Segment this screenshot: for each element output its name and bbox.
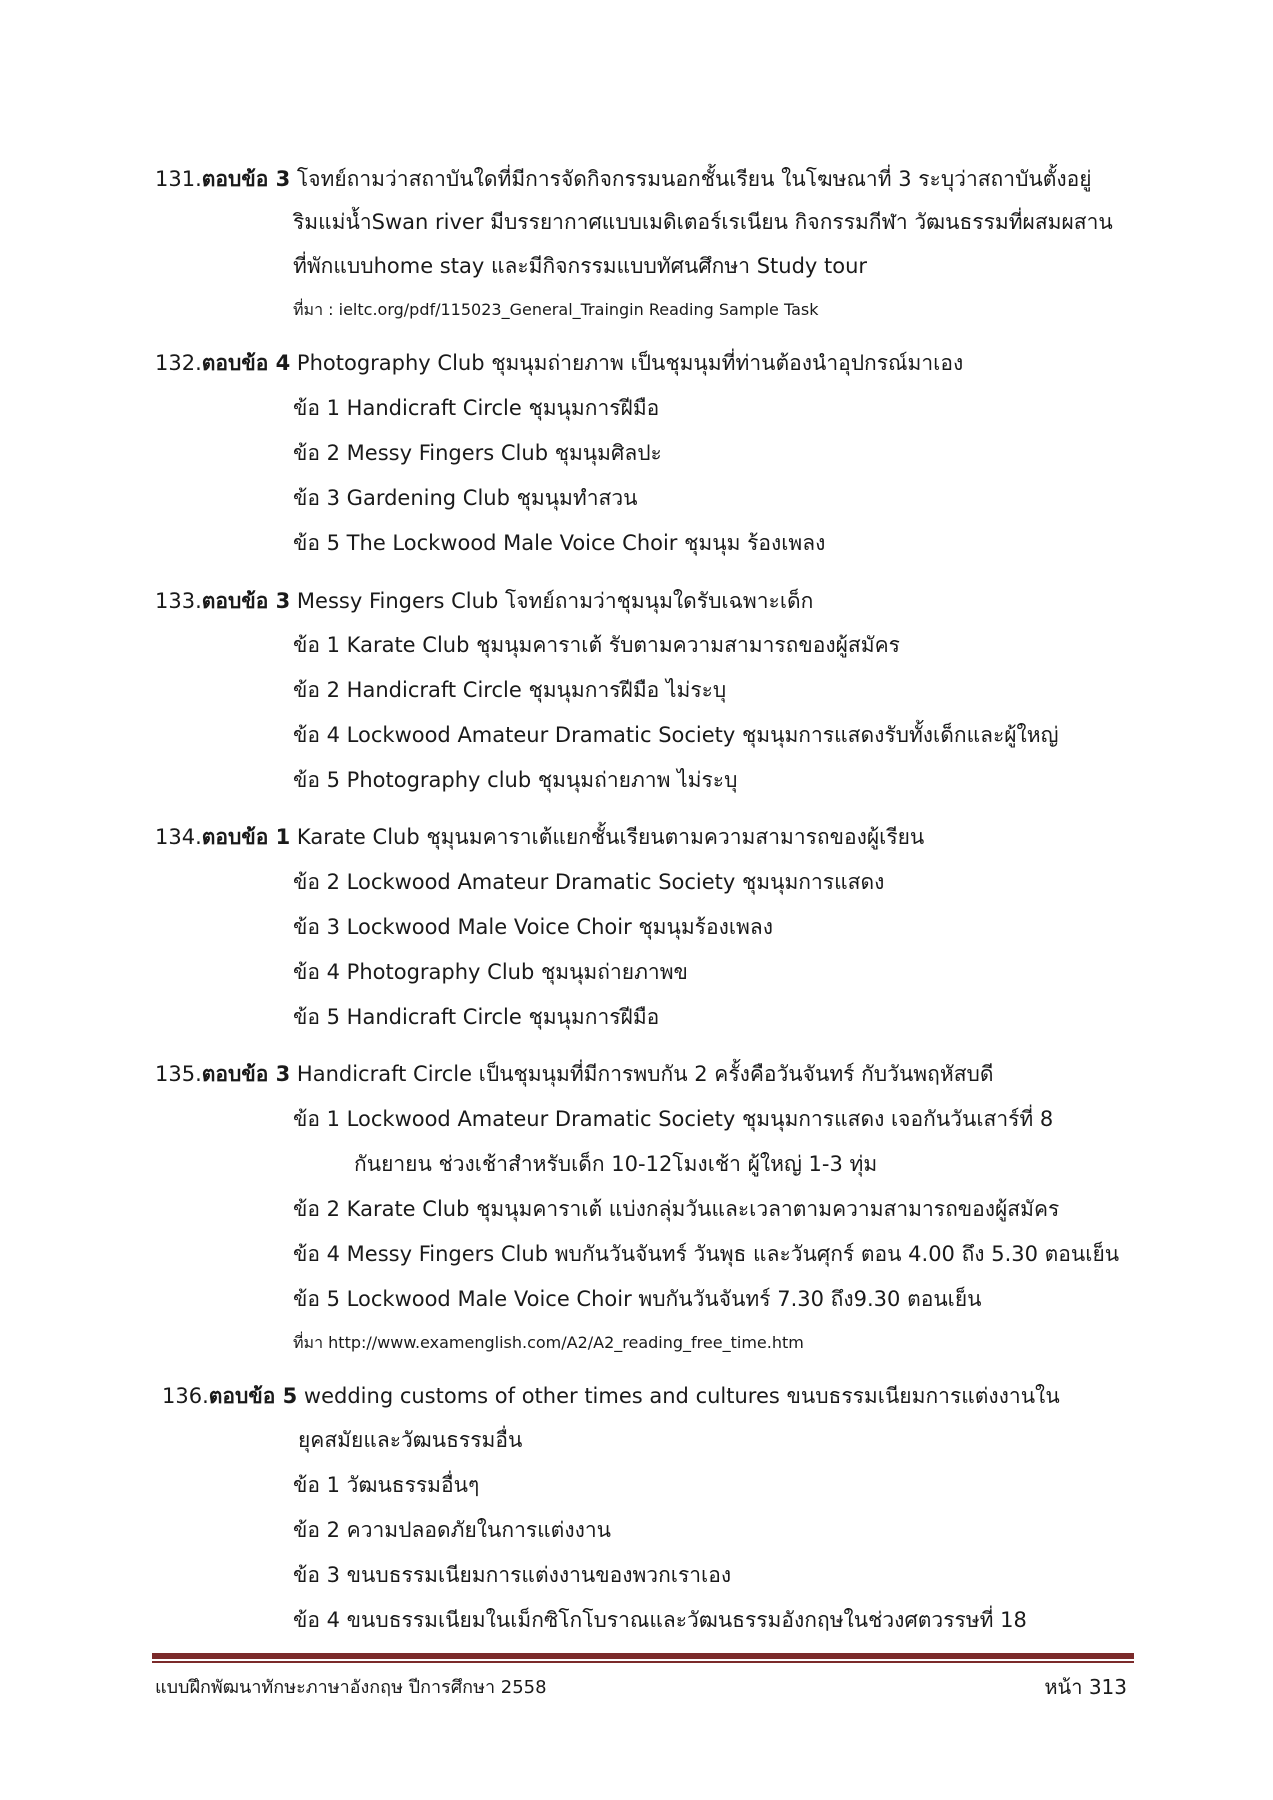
q135-answer: ตอบข้อ 3 — [201, 1062, 291, 1086]
q135-option-continuation: กันยายน ช่วงเช้าสำหรับเด็ก 10-12โมงเช้า ผู้ใหญ่ 1-3 ทุ่ม — [354, 1152, 878, 1176]
q136-text: wedding customs of other times and cultures ขนบธรรมเนียมการแต่งงานใน — [297, 1384, 1060, 1408]
q133-answer: ตอบข้อ 3 — [201, 589, 291, 613]
q136-answer: ตอบข้อ 5 — [208, 1384, 298, 1408]
q131-source: ที่มา : ieltc.org/pdf/115023_General_Traingin Reading Sample Task — [293, 300, 819, 319]
q135-heading — [155, 1060, 994, 1088]
q134-text: Karate Club ชุมุนมคาราเต้แยกชั้นเรียนตามความสามารถของผู้เรียน — [290, 825, 925, 849]
q135-option: ข้อ 4 Messy Fingers Club พบกันวันจันทร์ วันพุธ และวันศุกร์ ตอน 4.00 ถึง 5.30 ตอนเย็น — [293, 1242, 1120, 1266]
q133-option: ข้อ 5 Photography club ชุมนุมถ่ายภาพ ไม่ระบุ — [293, 768, 738, 792]
footer-title: แบบฝึกพัฒนาทักษะภาษาอังกฤษ ปีการศึกษา 2558 — [155, 1677, 547, 1698]
q136-continuation: ยุคสมัยและวัฒนธรรมอื่น — [298, 1428, 523, 1452]
q133-option: ข้อ 1 Karate Club ชุมนุมคาราเต้ รับตามความสามารถของผู้สมัคร — [293, 633, 900, 657]
q132-option: ข้อ 3 Gardening Club ชุมนุมทำสวน — [293, 486, 638, 510]
q134-answer: ตอบข้อ 1 — [201, 825, 291, 849]
q133-text: Messy Fingers Club โจทย์ถามว่าชุมนุมใดรับเฉพาะเด็ก — [290, 589, 814, 613]
q134-option: ข้อ 3 Lockwood Male Voice Choir ชุมนุมร้องเพลง — [293, 915, 773, 939]
q132-heading — [155, 349, 963, 377]
q136-heading — [162, 1382, 1060, 1410]
q134-heading — [155, 823, 924, 851]
q132-option: ข้อ 1 Handicraft Circle ชุมนุมการฝีมือ — [293, 396, 660, 420]
q134-option: ข้อ 4 Photography Club ชุมนุมถ่ายภาพข — [293, 960, 688, 984]
q136-option: ข้อ 3 ขนบธรรมเนียมการแต่งงานของพวกเราเอง — [293, 1563, 732, 1587]
q135-option: ข้อ 5 Lockwood Male Voice Choir พบกันวันจันทร์ 7.30 ถึง9.30 ตอนเย็น — [293, 1287, 982, 1311]
q131-heading — [155, 165, 1092, 193]
q135-text: Handicraft Circle เป็นชุมนุมที่มีการพบกัน 2 ครั้งคือวันจันทร์ กับวันพฤหัสบดี — [290, 1062, 994, 1086]
q135-number: 135. — [155, 1062, 202, 1086]
q133-heading — [155, 587, 813, 615]
q134-option: ข้อ 2 Lockwood Amateur Dramatic Society ชุมนุมการแสดง — [293, 870, 885, 894]
q131-continuation-1: ริมแม่น้ำSwan river มีบรรยากาศแบบเมดิเตอร์เรเนียน กิจกรรมกีฬา วัฒนธรรมที่ผสมผสาน — [293, 210, 1113, 234]
q131-continuation-2: ที่พักแบบhome stay และมีกิจกรรมแบบทัศนศึกษา Study tour — [293, 254, 868, 278]
q132-answer: ตอบข้อ 4 — [201, 351, 291, 375]
footer-divider-thin — [152, 1661, 1134, 1663]
q136-option: ข้อ 2 ความปลอดภัยในการแต่งงาน — [293, 1518, 611, 1542]
q134-option: ข้อ 5 Handicraft Circle ชุมนุมการฝีมือ — [293, 1005, 660, 1029]
q133-number: 133. — [155, 589, 202, 613]
footer-divider — [152, 1653, 1134, 1659]
q136-option: ข้อ 1 วัฒนธรรมอื่นๆ — [293, 1473, 480, 1497]
q131-answer: ตอบข้อ 3 — [201, 167, 291, 191]
q136-option: ข้อ 4 ขนบธรรมเนียมในเม็กซิโกโบราณและวัฒนธรรมอังกฤษในช่วงศตวรรษที่ 18 — [293, 1608, 1027, 1632]
q135-option: ข้อ 2 Karate Club ชุมนุมคาราเต้ แบ่งกลุ่มวันและเวลาตามความสามารถของผู้สมัคร — [293, 1197, 1060, 1221]
q135-source: ที่มา http://www.examenglish.com/A2/A2_reading_free_time.htm — [293, 1333, 804, 1352]
q132-number: 132. — [155, 351, 202, 375]
q136-number: 136. — [162, 1384, 209, 1408]
q134-number: 134. — [155, 825, 202, 849]
q132-option: ข้อ 5 The Lockwood Male Voice Choir ชุมนุม ร้องเพลง — [293, 531, 826, 555]
q133-option: ข้อ 2 Handicraft Circle ชุมนุมการฝีมือ ไม่ระบุ — [293, 678, 727, 702]
q133-option: ข้อ 4 Lockwood Amateur Dramatic Society ชุมนุมการแสดงรับทั้งเด็กและผู้ใหญ่ — [293, 723, 1059, 747]
q131-text: โจทย์ถามว่าสถาบันใดที่มีการจัดกิจกรรมนอกชั้นเรียน ในโฆษณาที่ 3 ระบุว่าสถาบันตั้งอยู่ — [290, 167, 1092, 191]
q131-number: 131. — [155, 167, 202, 191]
q135-option: ข้อ 1 Lockwood Amateur Dramatic Society ชุมนุมการแสดง เจอกันวันเสาร์ที่ 8 — [293, 1107, 1054, 1131]
q132-option: ข้อ 2 Messy Fingers Club ชุมนุมศิลปะ — [293, 441, 662, 465]
q132-text: Photography Club ชุมนุมถ่ายภาพ เป็นชุมนุมที่ท่านต้องนำอุปกรณ์มาเอง — [290, 351, 964, 375]
page-number: หน้า 313 — [1044, 1675, 1127, 1699]
